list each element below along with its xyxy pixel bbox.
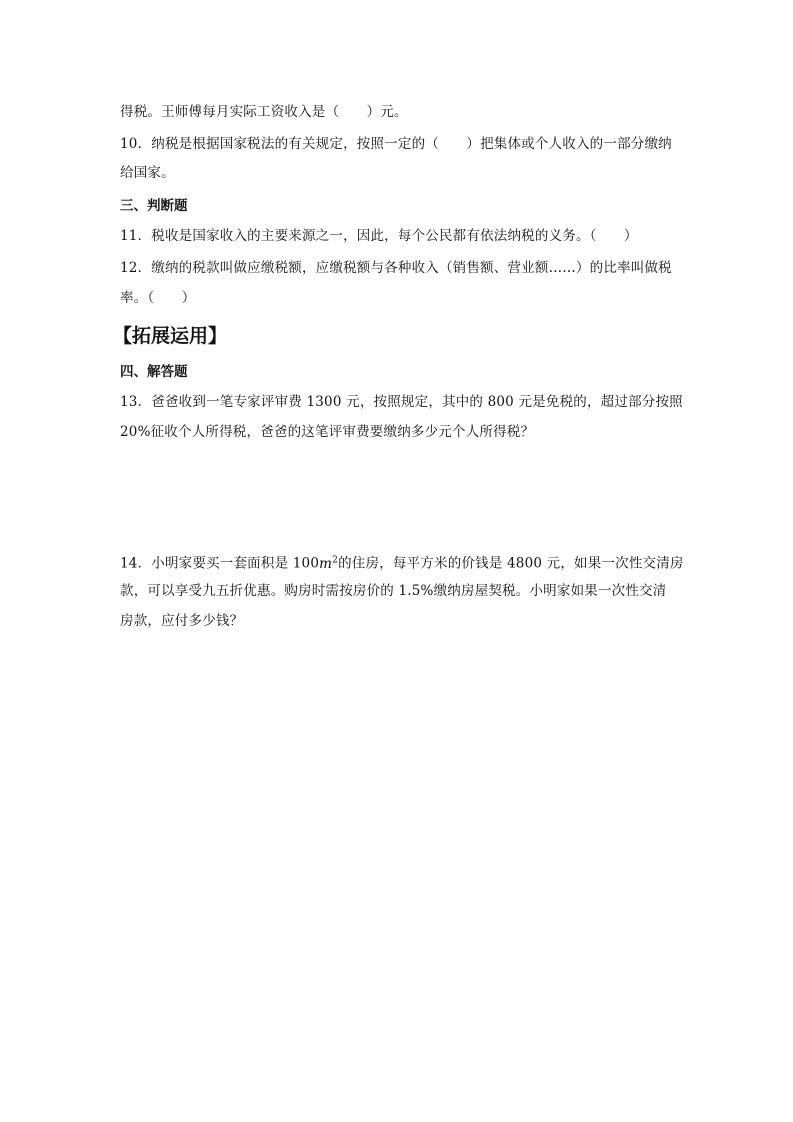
extension-heading: 【拓展运用】 (113, 325, 228, 347)
question-12-line-2: 率。（ ） (120, 290, 196, 306)
square-meter-unit: $m^2$ (319, 555, 339, 572)
question-13-line-2: 20%征收个人所得税，爸爸的这笔评审费要缴纳多少元个人所得税？ (120, 424, 535, 440)
question-12-line-1: 12．缴纳的税款叫做应缴税额，应缴税额与各种收入（销售额、营业额……）的比率叫做税 (120, 260, 672, 276)
section-judgment-heading: 三、判断题 (120, 198, 188, 214)
question-13-line-1: 13．爸爸收到一笔专家评审费 1300 元，按照规定，其中的 800 元是免税的，超过部分按照 (120, 394, 683, 410)
question-14-line-1-end: 的住房，每平方米的价钱是 4800 元，如果一次性交清房 (338, 555, 684, 572)
question-10-line-2: 给国家。 (120, 165, 175, 181)
question-9-continuation: 得税。王师傅每月实际工资收入是（ ）元。 (120, 104, 408, 120)
question-14-line-3: 房款，应付多少钱？ (120, 613, 244, 629)
question-14-line-1 (120, 551, 684, 573)
question-14-line-1-start: 14．小明家要买一套面积是 100 (120, 555, 320, 572)
section-answer-heading: 四、解答题 (120, 364, 188, 380)
question-11: 11．税收是国家收入的主要来源之一，因此，每个公民都有依法纳税的义务。（ ） (120, 228, 638, 244)
question-10-line-1: 10．纳税是根据国家税法的有关规定，按照一定的（ ）把集体或个人收入的一部分缴纳 (120, 136, 672, 152)
question-14-line-2: 款，可以享受九五折优惠。购房时需按房价的 1.5%缴纳房屋契税。小明家如果一次性交清 (120, 583, 667, 599)
